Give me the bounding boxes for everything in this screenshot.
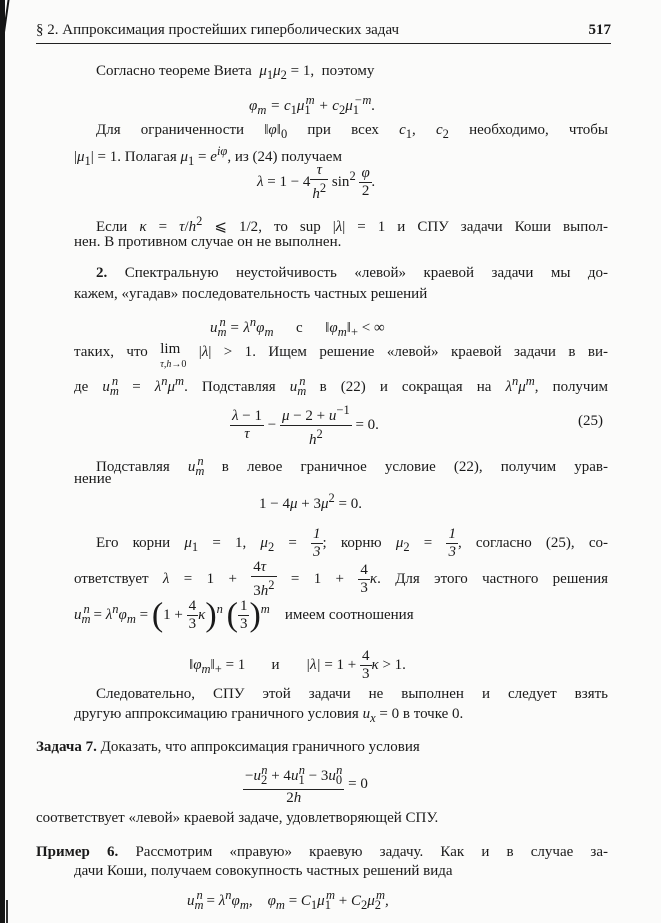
equation-25: $\frac{\lambda - 1}{\tau}$ − $\frac{\mu - 2 + u^{-1}}{h^2}$ = 0. [232, 403, 379, 448]
task-statement: Задача 7. Доказать, что аппроксимация граничного условия [36, 739, 420, 755]
text-line: Согласно теореме Виета $\mu_1\mu_2 = 1$, поэтому [96, 63, 375, 82]
text-line: Следовательно, СПУ этой задачи не выполнен и следует взять [96, 686, 608, 702]
example-statement: Пример 6. Рассмотрим «правую» краевую задачу. Как и в случае за- [36, 844, 609, 860]
text-line: ответствует λ = 1 + $\frac{4\tau}{3h^2}$ = 1 + $\frac{4}{3}$ κ. Для этого частного решения [74, 559, 608, 599]
page-number: 517 [588, 22, 611, 38]
text-line: Его корни $\mu_1 = 1$, $\mu_2$ = $\frac{1}{3}$ ; корню $\mu_2$ = $\frac{1}{3}$ , согласно (25), со- [96, 526, 608, 560]
page-corner-mark [0, 0, 16, 44]
task-label: Задача 7. [36, 739, 97, 755]
equation-task: $\frac{-u_2^n + 4u_1^n - 3u_0^n}{2h}$ = 0 [245, 763, 368, 806]
page-spine-shadow [0, 0, 5, 923]
equation-norm: $‖\varphi_m‖_+ = 1$ и |λ| = 1 + $\frac{4}{3}$ κ > 1. [189, 648, 406, 682]
text-line: $|\mu_1| = 1$. Полагая $\mu_1 = e^{i\varphi}$, из (24) получаем [74, 144, 342, 168]
equation-lambda: λ = 1 − 4 $\frac{\tau}{h^2}$ $\sin^2$ $\frac{\varphi}{2}$ . [257, 162, 376, 202]
example-label: Пример 6. [36, 844, 119, 860]
text-line: Подставляя $u_m^n$ в левое граничное условие (22), получим урав- [96, 454, 608, 478]
equation-number: (25) [578, 413, 603, 429]
text-line: таких, что lim τ,h→0 |λ| > 1. Ищем решение «левой» краевой задачи в ви- [74, 341, 608, 370]
running-header [36, 22, 611, 39]
text-line: дачи Коши, получаем совокупность частных решений вида [74, 863, 453, 879]
equation-quadratic: $1 - 4\mu + 3\mu^2 = 0$. [259, 491, 362, 512]
text-line: нение [74, 471, 112, 487]
header-rule [36, 43, 611, 44]
text-line: Если $\kappa = \tau/h^2$ ⩽ 1/2, то sup |λ| = 1 и СПУ задачи Коши выпол- [96, 214, 608, 235]
text-line: $u_m^n = \lambda^n\varphi_m = (1$ + $\frac{4}{3}$ κ)$^n$ ( $\frac{1}{3}$ )$^m$ имеем соотношения [74, 596, 414, 634]
equation-example: $u_m^n = \lambda^n\varphi_m$, $\varphi_m = C_1\mu_1^m + C_2\mu_2^m$, [187, 888, 389, 912]
text-line: 2. Спектральную неустойчивость «левой» краевой задачи мы до- [96, 265, 608, 281]
text-line: кажем, «угадав» последовательность частных решений [74, 286, 428, 302]
text-line: другую аппроксимацию граничного условия $u_x = 0$ в точке 0. [74, 706, 464, 725]
text-line: де $u_m^n = \lambda^n\mu^m$. Подставляя $u_m^n$ в (22) и сокращая на $\lambda^n\mu^m$, получим [74, 374, 608, 398]
section-title: § 2. Аппроксимация простейших гиперболических задач [36, 22, 400, 38]
equation-phi: $\varphi_m = c_1\mu_1^m + c_2\mu_1^{-m}$. [249, 93, 376, 117]
page-bottom-mark [6, 900, 20, 923]
text-line: соответствует «левой» краевой задаче, удовлетворяющей СПУ. [36, 810, 439, 826]
text-line: нен. В противном случае он не выполнен. [74, 234, 342, 250]
equation-um: $u_m^n = \lambda^n\varphi_m$ с $‖\varphi_m‖_+$ < ∞ [210, 315, 385, 339]
text-line: Для ограниченности $‖\varphi‖_0$ при всех $c_1$, $c_2$ необходимо, чтобы [96, 122, 609, 141]
